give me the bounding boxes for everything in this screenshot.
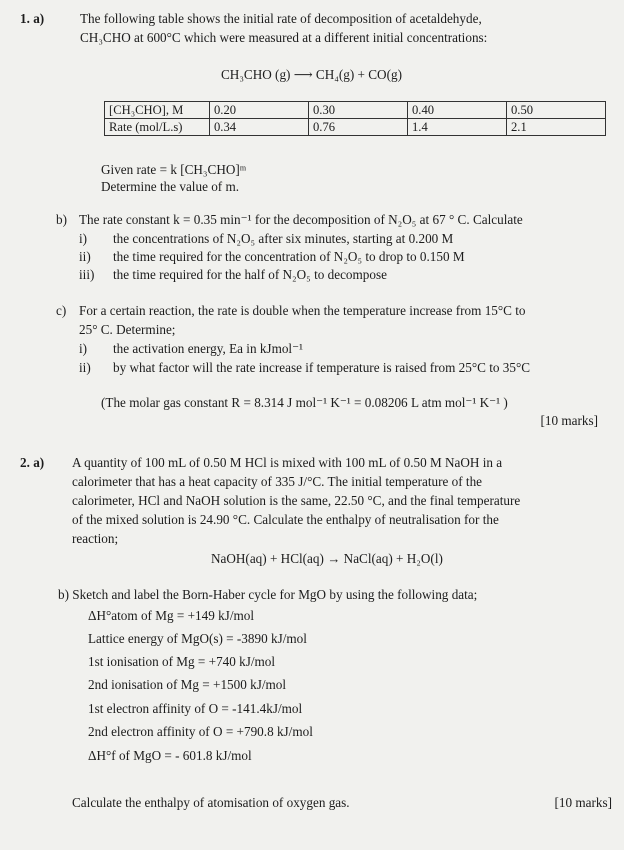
q2a-line: A quantity of 100 mL of 0.50 M HCl is mixed with 100 mL of 0.50 M NaOH in a	[72, 455, 503, 470]
q1-number: 1. a)	[20, 11, 45, 26]
born-haber-data-item: 2nd electron affinity of O = +790.8 kJ/mol	[88, 724, 313, 739]
table-cell: 2.1	[507, 119, 606, 136]
rate-table	[104, 101, 606, 136]
table-cell: 0.76	[309, 119, 408, 136]
q2-equation: NaOH(aq) + HCl(aq) → NaCl(aq) + H₂O(l)	[211, 551, 443, 566]
q1-equation: CH₃CHO (g) ⟶ CH₄(g) + CO(g)	[221, 67, 402, 82]
q2-number: 2. a)	[20, 455, 45, 470]
q1-marks: [10 marks]	[540, 413, 598, 428]
q1b-item-text: the time required for the half of N₂O₅ to decompose	[113, 267, 387, 282]
q1b-item-label: iii)	[79, 267, 95, 282]
q2a-line: calorimeter that has a heat capacity of 335 J/°C. The initial temperature of the	[72, 474, 483, 489]
table-cell: 0.50	[507, 102, 606, 119]
q2a-line: of the mixed solution is 24.90 °C. Calculate the enthalpy of neutralisation for the	[72, 512, 499, 527]
table-cell: 0.30	[309, 102, 408, 119]
table-header-rate: Rate (mol/L.s)	[105, 119, 210, 136]
gas-constant-note: (The molar gas constant R = 8.314 J mol⁻¹ K⁻¹ = 0.08206 L atm mol⁻¹ K⁻¹ )	[101, 395, 508, 410]
table-cell: 0.34	[210, 119, 309, 136]
born-haber-data-item: 1st ionisation of Mg = +740 kJ/mol	[88, 654, 276, 669]
born-haber-data-item: 1st electron affinity of O = -141.4kJ/mol	[88, 701, 303, 716]
determine-m: Determine the value of m.	[101, 179, 240, 194]
q2-marks: [10 marks]	[554, 795, 612, 810]
q1a-intro-line1: The following table shows the initial rate of decomposition of acetaldehyde,	[80, 11, 482, 26]
given-rate-law: Given rate = k [CH₃CHO]ᵐ	[101, 162, 247, 177]
born-haber-data-item: Lattice energy of MgO(s) = -3890 kJ/mol	[88, 631, 307, 646]
born-haber-data-item: ΔH°f of MgO = - 601.8 kJ/mol	[88, 748, 252, 763]
q1c-item-text: the activation energy, Ea in kJmol⁻¹	[113, 341, 303, 356]
q1b-text: The rate constant k = 0.35 min⁻¹ for the decomposition of N₂O₅ at 67 ° C. Calculate	[79, 212, 523, 227]
q1b-item-text: the time required for the concentration of N₂O₅ to drop to 0.150 M	[113, 249, 465, 264]
q2a-line: calorimeter, HCl and NaOH solution is the same, 22.50 °C, and the final temperature	[72, 493, 521, 508]
q1b-item-label: i)	[79, 231, 88, 246]
q1c-line2: 25° C. Determine;	[79, 322, 176, 337]
table-cell: 1.4	[408, 119, 507, 136]
q2a-line: reaction;	[72, 531, 119, 546]
q2b-line: b) Sketch and label the Born-Haber cycle for MgO by using the following data;	[58, 587, 478, 602]
q1c-item-label: i)	[79, 341, 88, 356]
born-haber-data-item: 2nd ionisation of Mg = +1500 kJ/mol	[88, 677, 287, 692]
q1b-item-text: the concentrations of N₂O₅ after six minutes, starting at 0.200 M	[113, 231, 454, 246]
table-cell: 0.40	[408, 102, 507, 119]
born-haber-data-item: ΔH°atom of Mg = +149 kJ/mol	[88, 608, 254, 623]
q1c-item-label: ii)	[79, 360, 91, 375]
q1c-line1: For a certain reaction, the rate is double when the temperature increase from 15°C to	[79, 303, 526, 318]
table-header-concentration: [CH₃CHO], M	[105, 102, 210, 119]
q2-final-instruction: Calculate the enthalpy of atomisation of oxygen gas.	[72, 795, 350, 810]
q1b-item-label: ii)	[79, 249, 91, 264]
q1a-intro-line2: CH₃CHO at 600°C which were measured at a different initial concentrations:	[80, 30, 488, 45]
table-cell: 0.20	[210, 102, 309, 119]
q1c-item-text: by what factor will the rate increase if temperature is raised from 25°C to 35°C	[113, 360, 531, 375]
table-row	[105, 119, 606, 136]
table-row	[105, 102, 606, 119]
q1c-label: c)	[56, 303, 67, 318]
q1b-label: b)	[56, 212, 67, 227]
